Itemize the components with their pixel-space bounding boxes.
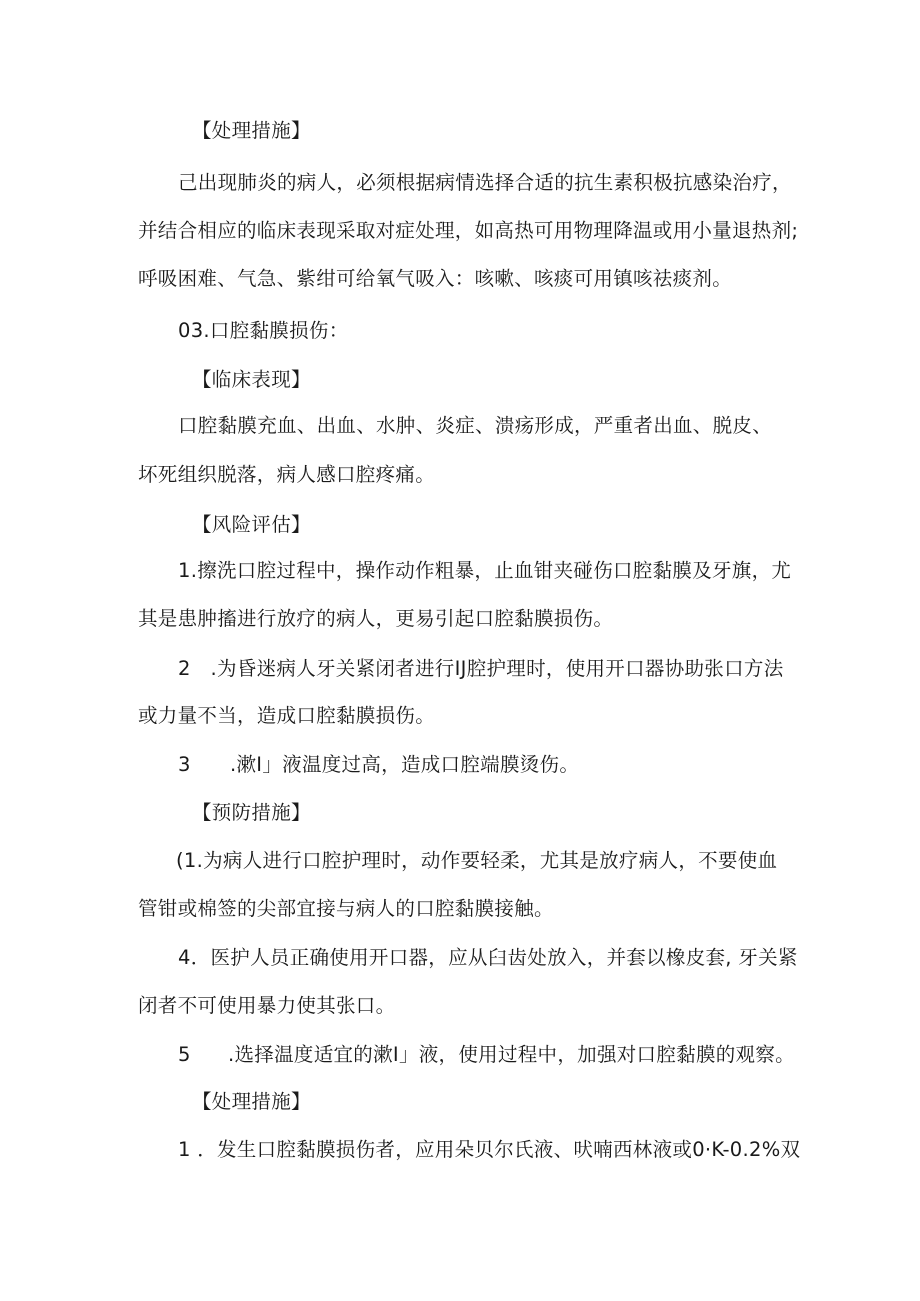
paragraph-line: 闭者不可使用暴力使其张口。 [138, 994, 396, 1017]
section-heading: 【处理措施】 [192, 1090, 311, 1113]
paragraph-line: 1.擦洗口腔过程中，操作动作粗暴，止血钳夹碰伤口腔黏膜及牙旗，尤 [178, 559, 792, 582]
paragraph-line: .选择温度适宜的漱I」液，使用过程中，加强对口腔黏膜的观察。 [228, 1043, 795, 1066]
paragraph-line: 口腔黏膜充血、出血、水肿、炎症、溃疡形成，严重者出血、脱皮、 [178, 414, 773, 437]
list-number: 5 [178, 1043, 191, 1066]
paragraph-line: 坏死组织脱落，病人感口腔疼痛。 [138, 463, 436, 486]
paragraph-line: 1 ．发生口腔黏膜损伤者，应用朵贝尔氏液、吠喃西林液或0·K-0.2%双 [178, 1138, 801, 1161]
paragraph-line: 或力量不当，造成口腔黏膜损伤。 [138, 704, 436, 727]
list-number: 3 [178, 753, 191, 776]
paragraph-line: 己出现肺炎的病人，必须根据病情选择合适的抗生素积极抗感染治疗， [178, 171, 792, 194]
section-heading: 【预防措施】 [192, 801, 311, 824]
paragraph-line: 其是患肿搐进行放疗的病人，更易引起口腔黏膜损伤。 [138, 607, 614, 630]
section-heading: 【风险评估】 [192, 513, 311, 536]
paragraph-line: 4．医护人员正确使用开口器，应从臼齿处放入，并套以橡皮套, 牙关紧 [178, 946, 798, 969]
paragraph-line: .漱I」液温度过高，造成口腔端膜烫伤。 [230, 753, 580, 776]
section-heading: 【临床表现】 [192, 368, 311, 391]
section-heading: 【处理措施】 [192, 119, 311, 142]
paragraph-line: 并结合相应的临床表现采取对症处理，如高热可用物理降温或用小量退热剂; [138, 219, 799, 242]
paragraph-line: (1.为病人进行口腔护理时，动作要轻柔，尤其是放疗病人，不要使血 [176, 849, 778, 872]
paragraph-line: 管钳或棉签的尖部宜接与病人的口腔黏膜接触。 [138, 897, 554, 920]
paragraph-line: 2 .为昏迷病人牙关紧闭者进行IJ腔护理时，使用开口器协助张口方法 [178, 657, 784, 680]
subsection-title: 03.口腔黏膜损伤： [178, 319, 349, 342]
paragraph-line: 呼吸困难、气急、紫绀可给氧气吸入：咳嗽、咳痰可用镇咳祛痰剂。 [138, 267, 733, 290]
